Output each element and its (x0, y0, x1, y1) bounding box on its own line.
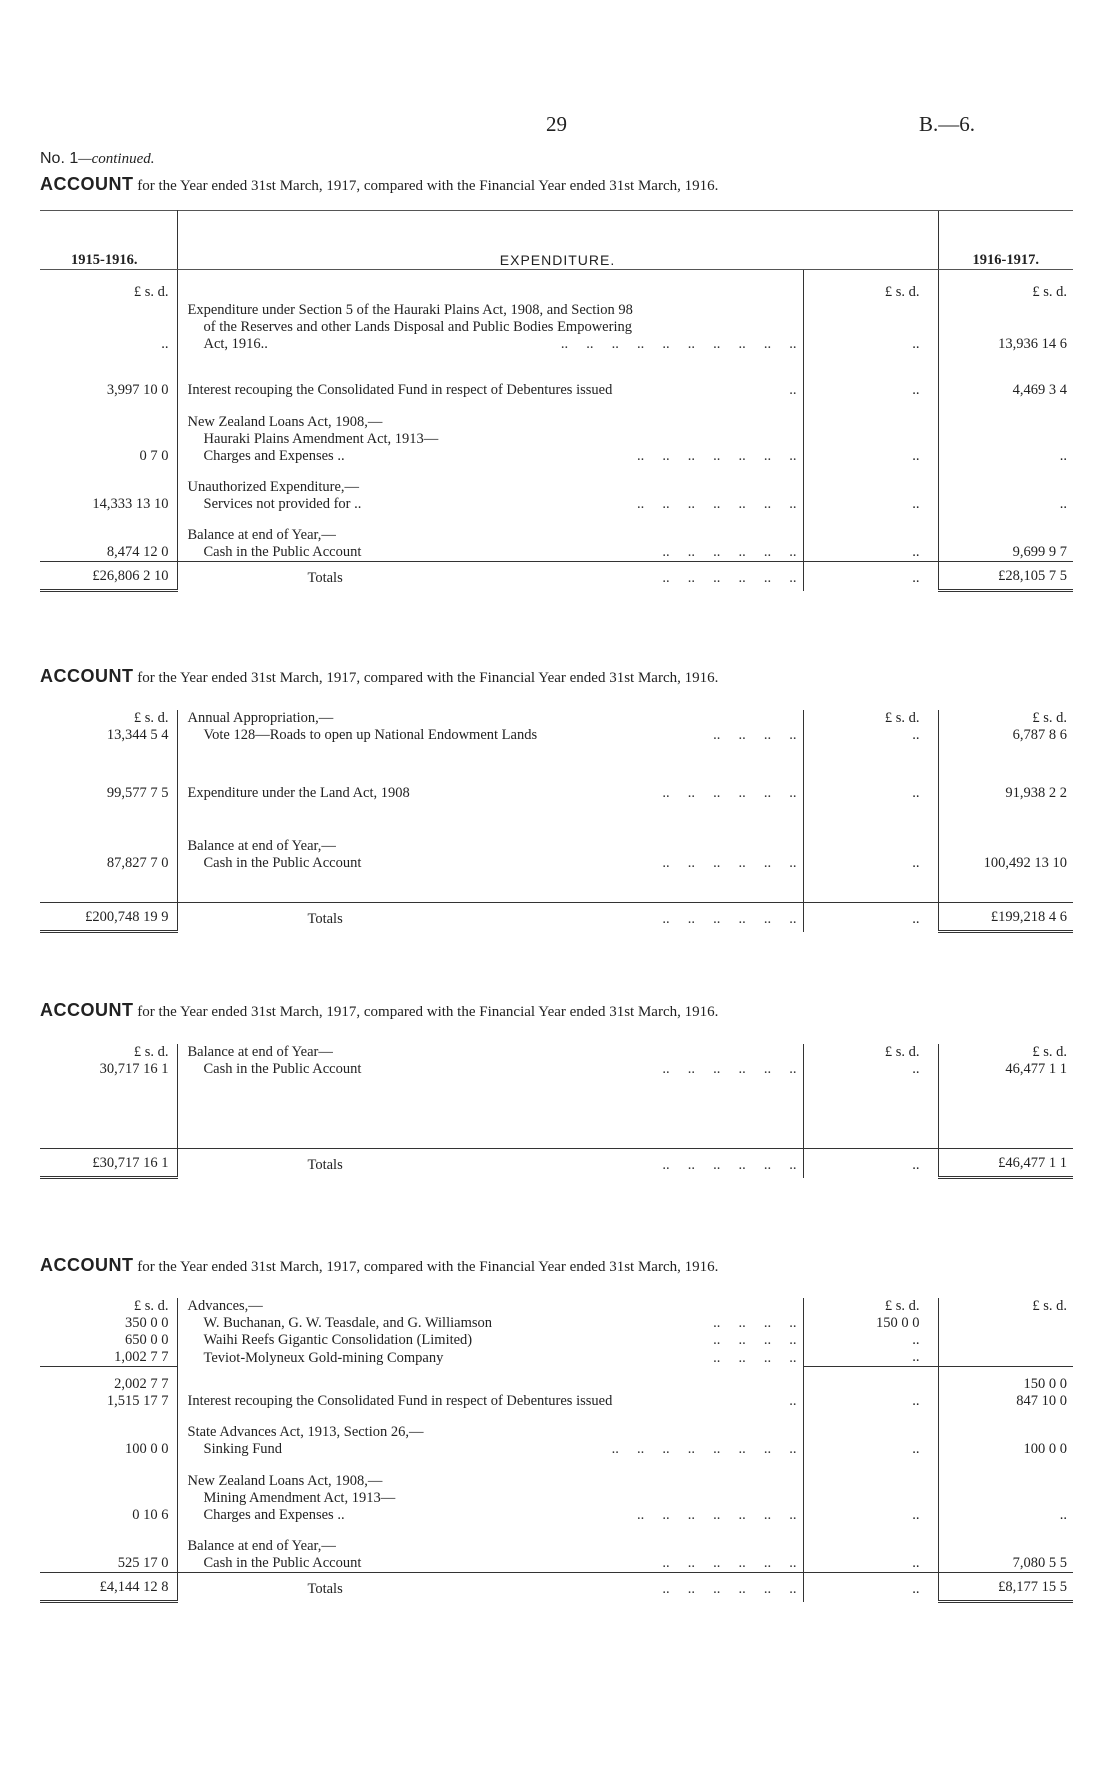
account-heading-1: ACCOUNT for the Year ended 31st March, 1917, compared with the Financial Year ended 31st March, 1916. (40, 174, 719, 194)
account-heading-3: ACCOUNT for the Year ended 31st March, 1917, compared with the Financial Year ended 31st March, 1916. (40, 1000, 719, 1020)
account-table-3 (40, 1044, 1073, 1179)
table-row: 650 0 0 Waihi Reefs Gigantic Consolidation (Limited) .. .. .. .. .. (40, 1332, 1073, 1349)
header-expenditure: EXPENDITURE. (177, 211, 938, 270)
totals-row: £30,717 16 1 Totals .. .. .. .. .. .. .. £46,477 1 1 (40, 1149, 1073, 1178)
table-row: 8,474 12 0 Balance at end of Year,— Cash in the Public Account .. .. .. .. .. .. .. 9,699 9 7 (40, 513, 1073, 562)
account-table-1 (40, 210, 1073, 592)
table-row: 99,577 7 5 Expenditure under the Land Act, 1908 .. .. .. .. .. .. .. 91,938 2 2 (40, 744, 1073, 802)
header-row (40, 211, 1073, 270)
totals-row: £26,806 2 10 Totals .. .. .. .. .. .. .. £28,105 7 5 (40, 562, 1073, 591)
table-row: 14,333 13 10 Unauthorized Expenditure,— Services not provided for .. .. .. .. .. .. .. .. .. .. (40, 465, 1073, 513)
continued-number: No. 1 (40, 150, 79, 167)
table-row: £ s. d. 13,344 5 4 Annual Appropriation,— Vote 128—Roads to open up National Endowment Lands .. .. .. .. £ s. d. .. £ s. d. 6,787 8 6 (40, 710, 1073, 744)
table-row: 1,002 7 7 Teviot-Molyneux Gold-mining Company .. .. .. .. .. (40, 1349, 1073, 1367)
continued-label (40, 150, 155, 168)
totals-row: £200,748 19 9 Totals .. .. .. .. .. .. .. £199,218 4 6 (40, 903, 1073, 932)
account-table-4 (40, 1298, 1073, 1603)
table-row: 0 7 0 New Zealand Loans Act, 1908,— Hauraki Plains Amendment Act, 1913— Charges and Expenses .. .. .. .. .. .. .. .. .. .. (40, 399, 1073, 465)
table-row: 3,997 10 0 Interest recouping the Consolidated Fund in respect of Debentures issued .. .. 4,469 3 4 (40, 353, 1073, 399)
table-row: £ s. d. Advances,— £ s. d. £ s. d. (40, 1298, 1073, 1315)
subtotal-row: 2,002 7 7 150 0 0 (40, 1367, 1073, 1394)
account-table-2 (40, 710, 1073, 933)
totals-row: £4,144 12 8 Totals .. .. .. .. .. .. .. £8,177 15 5 (40, 1573, 1073, 1602)
units-row: £ s. d. £ s. d. £ s. d. (40, 270, 1073, 302)
account-heading-2: ACCOUNT for the Year ended 31st March, 1917, compared with the Financial Year ended 31st March, 1916. (40, 666, 719, 686)
table-row: 525 17 0 Balance at end of Year,— Cash in the Public Account .. .. .. .. .. .. .. 7,080 5 5 (40, 1524, 1073, 1573)
table-row: 1,515 17 7 Interest recouping the Consolidated Fund in respect of Debentures issued .. .. 847 10 0 (40, 1393, 1073, 1410)
header-1917: 1916-1917. (938, 211, 1073, 270)
page-reference: B.—6. (919, 112, 976, 136)
table-row: 0 10 6 New Zealand Loans Act, 1908,— Mining Amendment Act, 1913— Charges and Expenses .. .. .. .. .. .. .. .. .. .. (40, 1458, 1073, 1524)
header-1915: 1915-1916. (40, 211, 177, 270)
table-row: 87,827 7 0 Balance at end of Year,— Cash in the Public Account .. .. .. .. .. .. .. 100,492 13 10 (40, 802, 1073, 872)
table-row: £ s. d. 30,717 16 1 Balance at end of Year— Cash in the Public Account .. .. .. .. .. .. £ s. d. .. £ s. d. 46,477 1 1 (40, 1044, 1073, 1078)
page-number: 29 (546, 112, 567, 136)
table-row: 350 0 0 W. Buchanan, G. W. Teasdale, and G. Williamson .. .. .. .. 150 0 0 (40, 1315, 1073, 1332)
continued-text: —continued. (78, 151, 155, 167)
table-row: 100 0 0 State Advances Act, 1913, Section 26,— Sinking Fund .. .. .. .. .. .. .. .. .. 100 0 0 (40, 1410, 1073, 1458)
account-heading-4: ACCOUNT for the Year ended 31st March, 1917, compared with the Financial Year ended 31st March, 1916. (40, 1255, 719, 1275)
table-row: .. Expenditure under Section 5 of the Hauraki Plains Act, 1908, and Section 98 of the Reserves and other Lands Disposal and Public Bodies Empowering Act, 1916.. .. .. .. .. .. .. .. .. .. .. .. 13,936 14 6 (40, 301, 1073, 353)
